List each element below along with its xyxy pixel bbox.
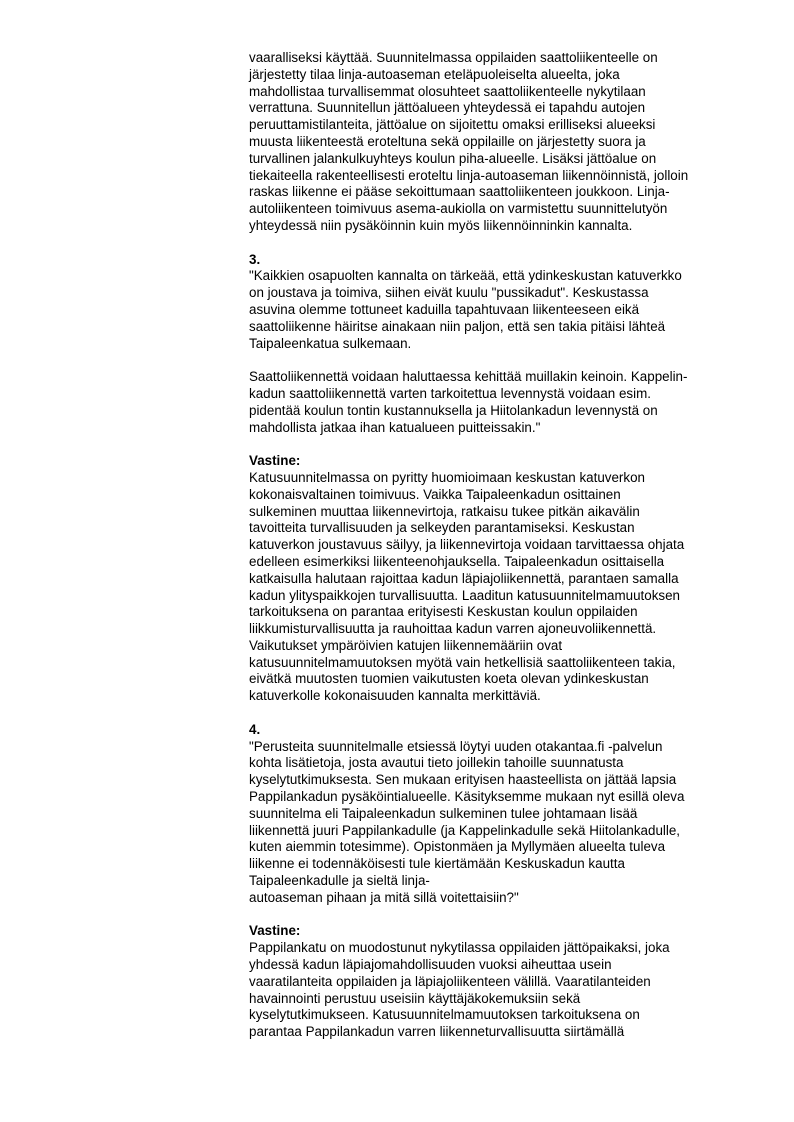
text-line: pidentää koulun tontin kustannuksella ja Hiitolankadun levennystä on: [249, 402, 658, 418]
text-line: asuvina olemme tottuneet kaduilla tapahtuvaan liikenteeseen eikä: [249, 301, 640, 317]
text-line: katuverkon joustavuus säilyy, ja liikennevirtoja voidaan tarvittaessa ohjata: [249, 537, 685, 553]
text-line: turvallinen jalankulkuyhteys koulun piha-alueelle. Lisäksi jättöalue on: [249, 150, 657, 166]
text-line: katuverkolle kokonaisuuden kannalta merkittäviä.: [249, 688, 541, 704]
text-line: havainnointi perustuu useisiin käyttäjäkokemuksiin sekä: [249, 990, 581, 1006]
document-page: [249, 50, 739, 1041]
text-line: Pappilankadun pysäköintialueelle. Käsityksemme mukaan nyt esillä oleva: [249, 789, 685, 805]
text-line: Taipaleenkatua sulkemaan.: [249, 335, 412, 351]
text-line: vaaralliseksi käyttää. Suunnitelmassa oppilaiden saattoliikenteelle on: [249, 50, 658, 65]
text-line: peruuttamistilanteita, jättöalue on sijoitettu omaksi erilliseksi alueeksi: [249, 117, 656, 133]
text-line: edelleen esimerkiksi liikenteenohjauksella. Taipaleenkadun osittaisella: [249, 553, 665, 569]
text-line: kuten aiemmin totesimme). Opistonmäen ja Myllymäen alueelta tuleva: [249, 839, 666, 855]
section-heading: 4.: [249, 721, 261, 737]
text-line: katkaisulla halutaan rajoittaa kadun läpiajoliikennettä, parantaen samalla: [249, 570, 679, 586]
text-line: liikennettä juuri Pappilankadulle (ja Kappelinkadulle sekä Hiitolankadulle,: [249, 822, 681, 838]
section-heading: Vastine:: [249, 923, 301, 939]
section-heading: Vastine:: [249, 453, 301, 469]
text-line: Saattoliikennettä voidaan haluttaessa kehittää muillakin keinoin. Kappelin-: [249, 369, 688, 385]
text-line: kadun saattoliikennettä varten tarkoitettua levennystä voidaan esim.: [249, 385, 651, 401]
text-line: mahdollista jatkaa ihan katualueen puitteissakin.": [249, 419, 541, 435]
text-line: Vaikutukset ympäröivien katujen liikennemääriin ovat: [249, 637, 563, 653]
text-line: verrattuna. Suunnitellun jättöalueen yhteydessä ei tapahdu autojen: [249, 100, 646, 116]
text-line: yhteydessä niin pysäköinnin kuin myös liikennöinninkin kannalta.: [249, 217, 633, 233]
text-line: kokonaisvaltainen toimivuus. Vaikka Taipaleenkadun osittainen: [249, 486, 621, 502]
text-line: eivätkä muutosten tuomien vaikutusten koeta olevan ydinkeskustan: [249, 671, 649, 687]
text-line: tavoitteita turvallisuuden ja selkeyden parantamiseksi. Keskustan: [249, 520, 635, 536]
text-line: raskas liikenne ei pääse sekoittumaan saattoliikenteen joukkoon. Linja-: [249, 184, 670, 200]
paragraph-gap: [249, 235, 739, 252]
text-line: Pappilankatu on muodostunut nykytilassa oppilaiden jättöpaikaksi, joka: [249, 940, 670, 956]
text-line: tiekaiteella rakenteellisesti eroteltu linja-autoaseman liikennöinnistä, jolloin: [249, 167, 689, 183]
text-line: kyselytutkimuksesta. Sen mukaan erityisen haasteellista on jättää lapsia: [249, 772, 677, 788]
text-line: kohta lisätietoja, josta avautui tieto joillekin tahoille suunnatusta: [249, 755, 624, 771]
text-line: Taipaleenkadulle ja sieltä linja-: [249, 873, 430, 889]
text-line: liikkumisturvallisuutta ja rauhoittaa kadun varren ajoneuvoliikennettä.: [249, 621, 657, 637]
paragraph-gap: [249, 352, 739, 369]
text-line: autoliikenteen toimivuus asema-aukiolla on varmistettu suunnittelutyön: [249, 201, 668, 217]
paragraph-gap: [249, 436, 739, 453]
text-line: liikenne ei todennäköisesti tule kiertämään Keskuskadun kautta: [249, 856, 625, 872]
text-line: vaaratilanteita oppilaiden ja läpiajoliikenteen välillä. Vaaratilanteiden: [249, 973, 651, 989]
text-line: mahdollistaa turvallisemmat olosuhteet saattoliikenteelle nykytilaan: [249, 83, 646, 99]
text-line: suunnitelma eli Taipaleenkadun sulkeminen tulee johtamaan lisää: [249, 805, 638, 821]
text-line: muusta liikenteestä eroteltuna sekä oppilaille on järjestetty suora ja: [249, 133, 646, 149]
text-line: kyselytutkimukseen. Katusuunnitelmamuutoksen tarkoituksena on: [249, 1007, 640, 1023]
text-line: kadun ylityspaikkojen turvallisuutta. Laaditun katusuunnitelmamuutoksen: [249, 587, 680, 603]
text-line: parantaa Pappilankadun varren liikenneturvallisuutta siirtämällä: [249, 1024, 625, 1040]
text-line: tarkoituksena on parantaa erityisesti Keskustan koulun oppilaiden: [249, 604, 638, 620]
text-line: Katusuunnitelmassa on pyritty huomioimaan keskustan katuverkon: [249, 469, 645, 485]
text-line: järjestetty tilaa linja-autoaseman eteläpuoleiselta alueelta, joka: [249, 66, 620, 82]
text-line: yhdessä kadun läpiajomahdollisuuden vuoksi aiheuttaa usein: [249, 957, 612, 973]
text-line: on joustava ja toimiva, siihen eivät kuulu "pussikadut". Keskustassa: [249, 285, 649, 301]
text-line: saattoliikenne häiritse ainakaan niin paljon, että sen takia pitäisi lähteä: [249, 318, 666, 334]
section-heading: 3.: [249, 251, 261, 267]
text-line: "Perusteita suunnitelmalle etsiessä löytyi uuden otakantaa.fi -palvelun: [249, 738, 663, 754]
paragraph-gap: [249, 907, 739, 924]
text-line: katusuunnitelmamuutoksen myötä vain hetkellisiä saattoliikenteen takia,: [249, 654, 676, 670]
text-line: sulkeminen muuttaa liikennevirtoja, ratkaisu tukee pitkän aikavälin: [249, 503, 640, 519]
text-line: "Kaikkien osapuolten kannalta on tärkeää, että ydinkeskustan katuverkko: [249, 268, 682, 284]
paragraph-gap: [249, 705, 739, 722]
text-line: autoaseman pihaan ja mitä sillä voitettaisiin?": [249, 889, 519, 905]
